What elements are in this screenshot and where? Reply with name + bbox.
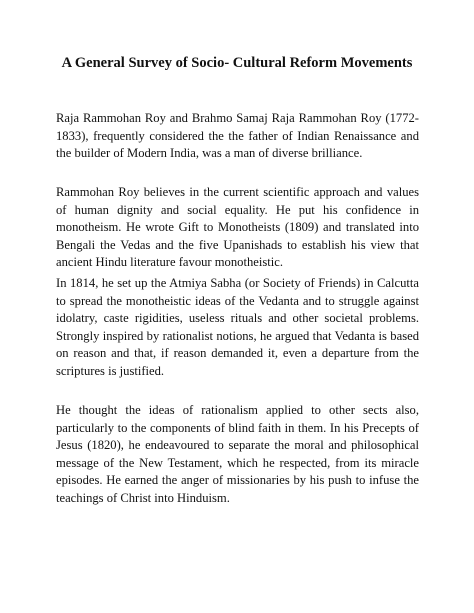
paragraph-atmiya-sabha: In 1814, he set up the Atmiya Sabha (or Society of Friends) in Calcutta to spread the monotheistic ideas of the Vedanta and to struggle against idolatry, caste rigidities, useless rituals and other societal problems. Strongly inspired by rationalist notions, he argued that Vedanta is based on reason and that, if reason demanded it, even a departure from the scriptures is justified.: [56, 276, 419, 378]
paragraph-rammohan-roy-intro: Raja Rammohan Roy and Brahmo Samaj Raja Rammohan Roy (1772-1833), frequently considered the the father of Indian Renaissance and the builder of Modern India, was a man of diverse brilliance.: [56, 111, 419, 161]
document-title: A General Survey of Socio- Cultural Reform Movements: [61, 55, 413, 71]
paragraph-rationalism: He thought the ideas of rationalism applied to other sects also, particularly to the components of blind faith in them. In his Precepts of Jesus (1820), he endeavoured to separate the moral and philosophical message of the New Testament, which he respected, from its miracle episodes. He earned the anger of missionaries by his push to infuse the teachings of Christ into Hinduism.: [56, 403, 419, 505]
paragraph-monotheism: Rammohan Roy believes in the current scientific approach and values of human dignity and social equality. He put his confidence in monotheism. He wrote Gift to Monotheists (1809) and translated into Bengali the Vedas and the five Upanishads to establish his view that ancient Hindu literature favour monotheistic.: [56, 185, 419, 270]
